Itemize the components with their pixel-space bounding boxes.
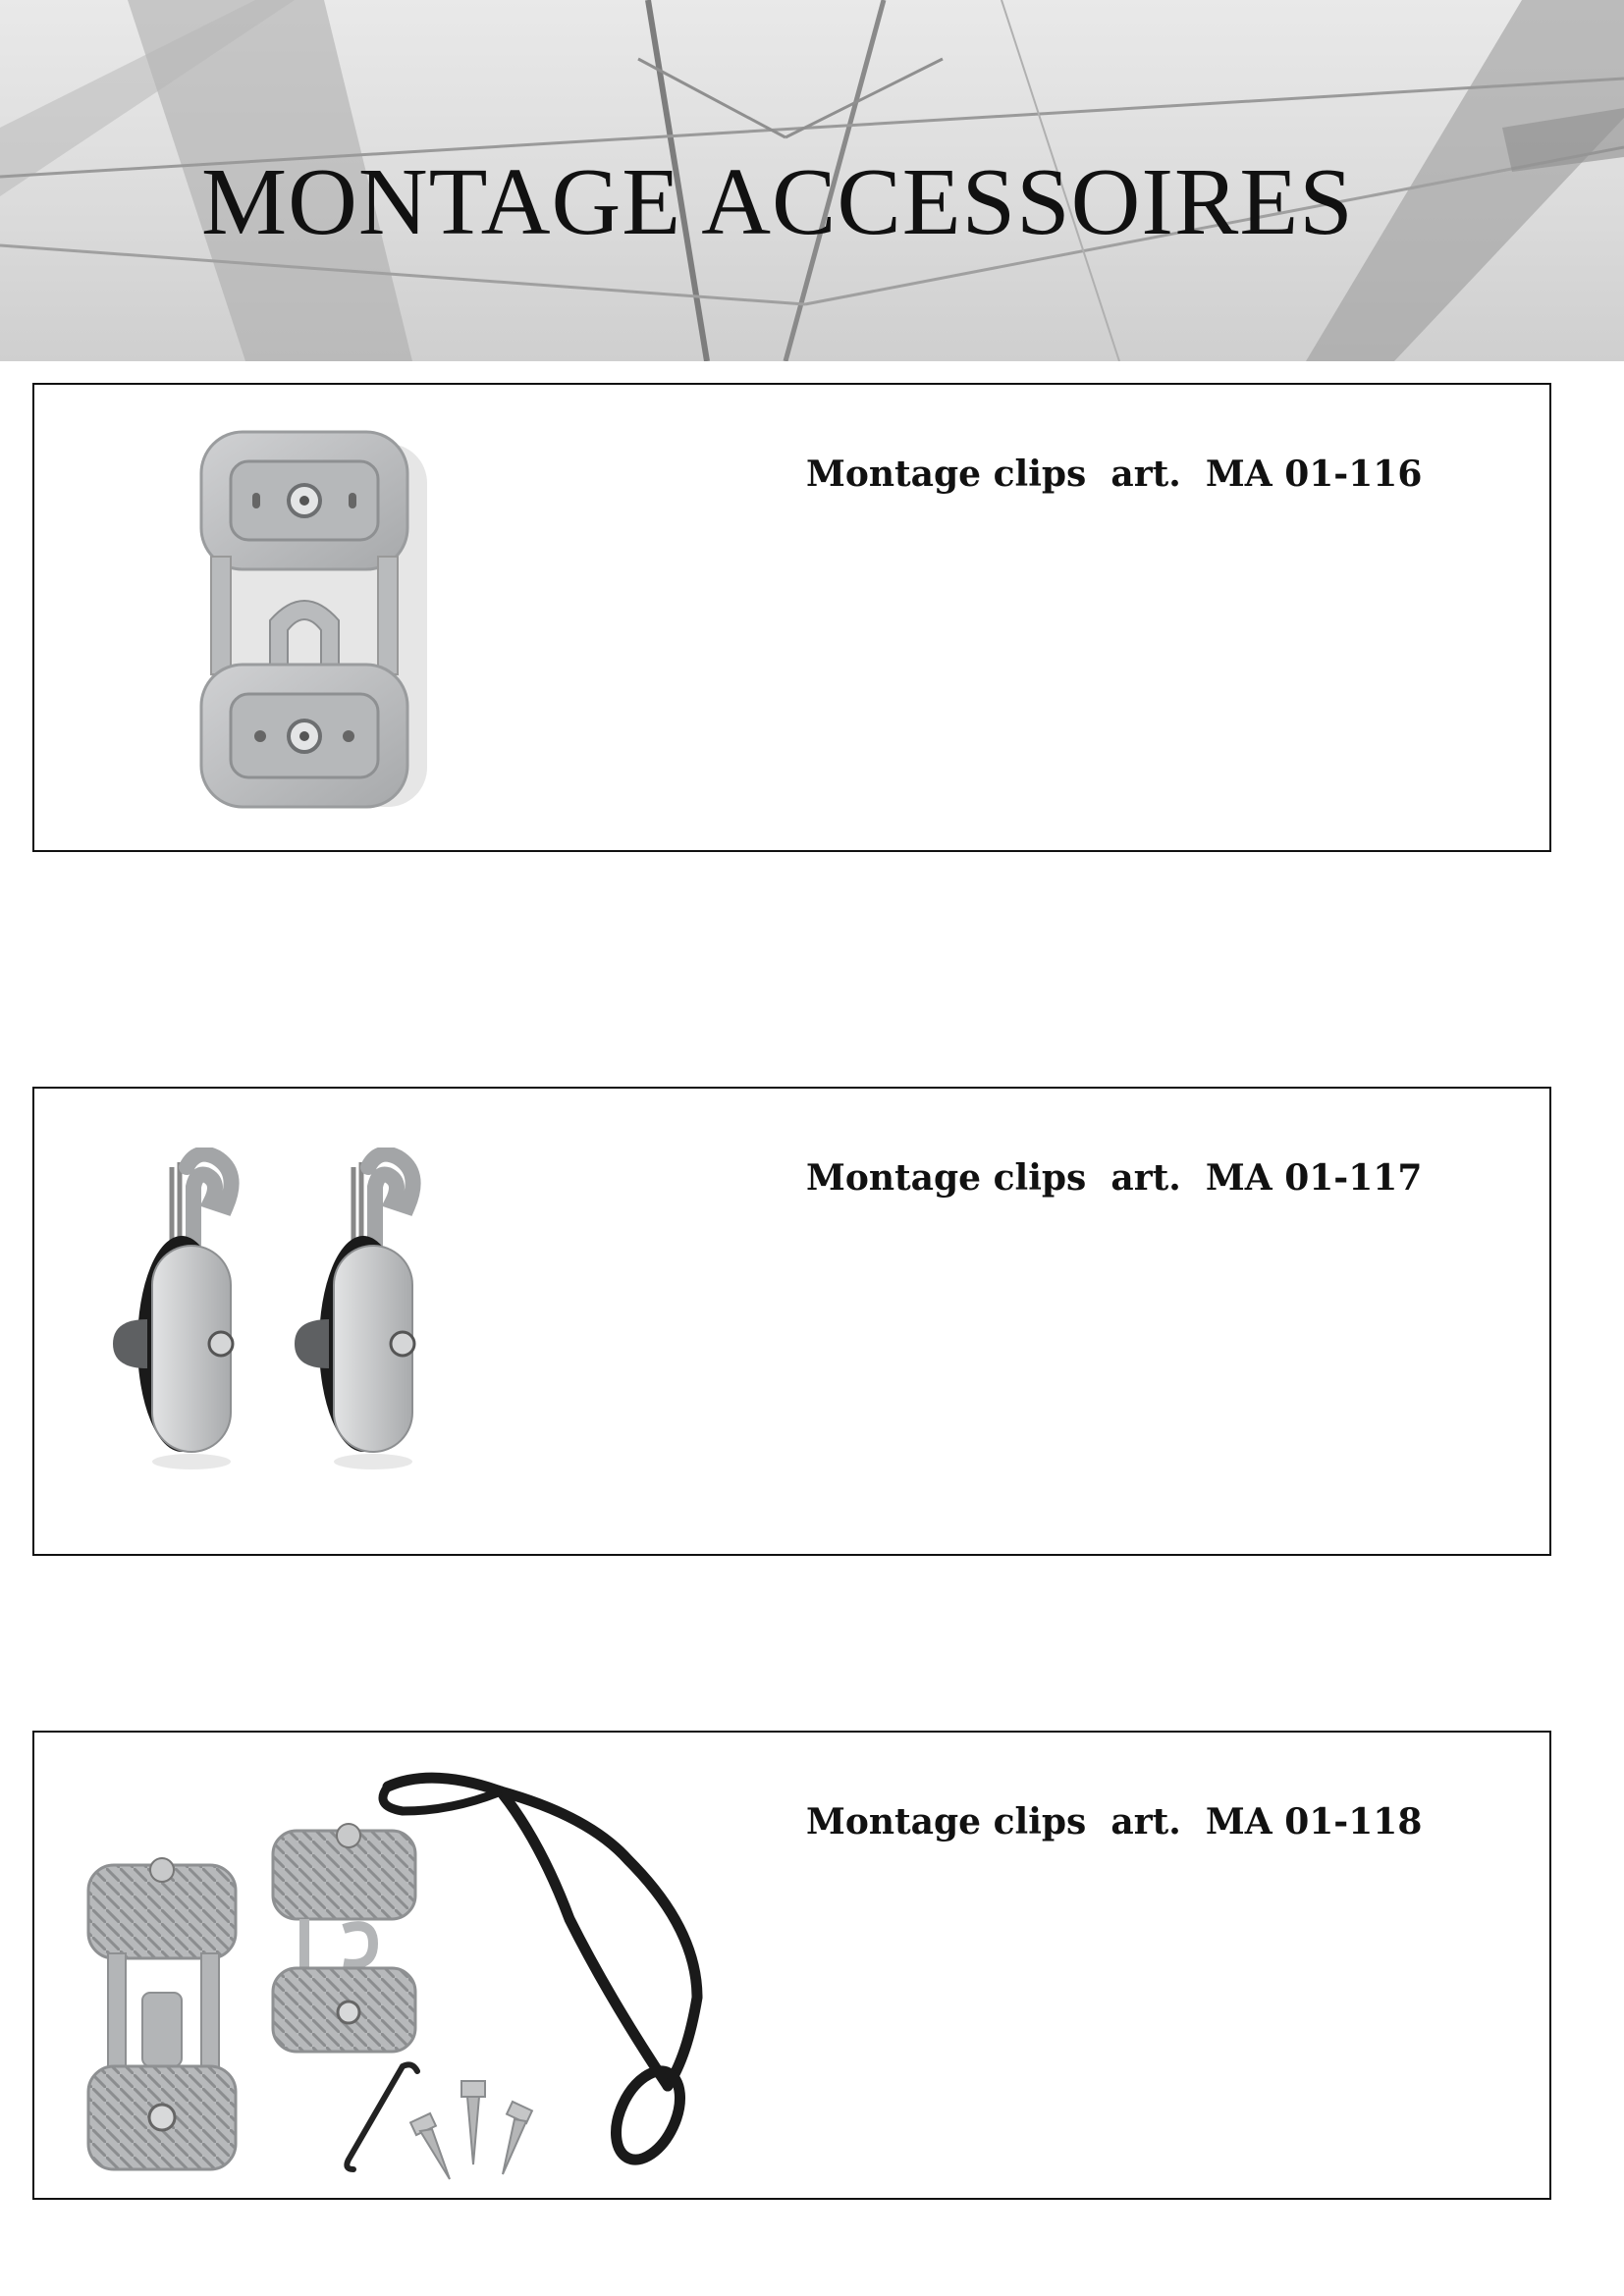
product-label: Montage clips art. MA 01-118: [806, 1801, 1423, 1842]
product-card-ma-01-116: [32, 383, 1551, 852]
product-label: Montage clips art. MA 01-117: [806, 1157, 1423, 1199]
product-label: Montage clips art. MA 01-116: [806, 454, 1423, 495]
pulley-clips-pair-icon: [93, 1148, 525, 1511]
product-card-ma-01-118: [32, 1731, 1551, 2200]
header-banner: [0, 0, 1624, 361]
product-card-ma-01-117: [32, 1087, 1551, 1556]
page-title: MONTAGE ACCESSOIRES: [201, 149, 1354, 255]
clip-set-with-chain-and-screws-icon: [79, 1772, 785, 2184]
single-mounting-clip-icon: [152, 424, 466, 827]
